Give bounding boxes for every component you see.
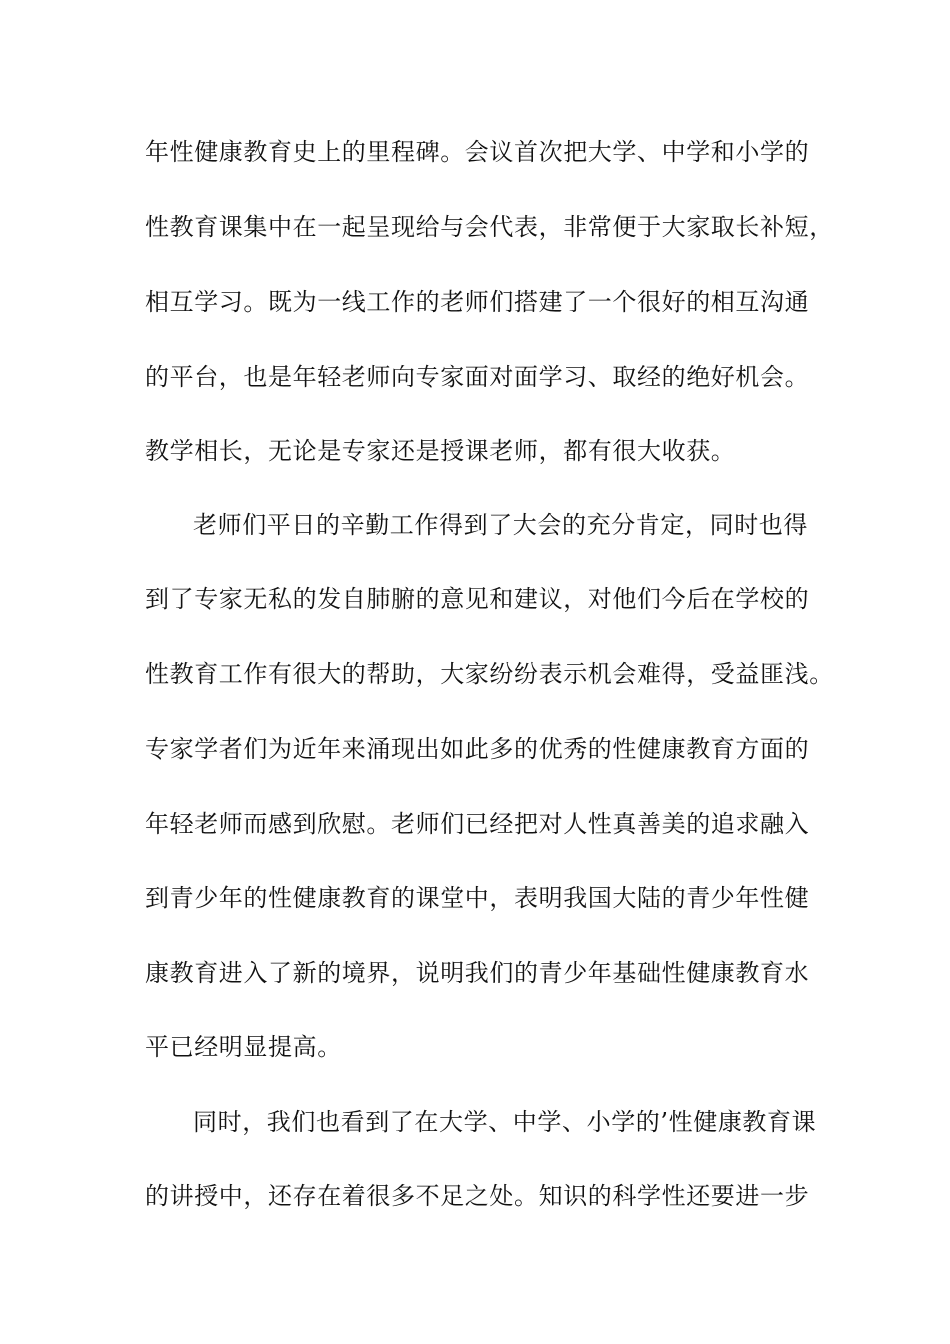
text-line: 专家学者们为近年来涌现出如此多的优秀的性健康教育方面的	[145, 735, 810, 763]
text-line: 老师们平日的辛勤工作得到了大会的充分肯定，同时也得	[193, 511, 808, 539]
text-line: 的讲授中，还存在着很多不足之处。知识的科学性还要进一步	[145, 1182, 810, 1210]
text-line: 年性健康教育史上的里程碑。会议首次把大学、中学和小学的	[145, 138, 810, 166]
text-line: 到青少年的性健康教育的课堂中，表明我国大陆的青少年性健	[145, 884, 810, 912]
text-line: 相互学习。既为一线工作的老师们搭建了一个很好的相互沟通	[145, 288, 810, 316]
text-line: 性教育工作有很大的帮助，大家纷纷表示机会难得，受益匪浅。	[145, 660, 834, 688]
text-line: 到了专家无私的发自肺腑的意见和建议，对他们今后在学校的	[145, 585, 810, 613]
text-line: 平已经明显提高。	[145, 1033, 342, 1061]
text-line: 的平台，也是年轻老师向专家面对面学习、取经的绝好机会。	[145, 363, 810, 391]
text-line: 康教育进入了新的境界，说明我们的青少年基础性健康教育水	[145, 959, 810, 987]
text-line: 年轻老师而感到欣慰。老师们已经把对人性真善美的追求融入	[145, 810, 810, 838]
text-line: 同时，我们也看到了在大学、中学、小学的’性健康教育课	[193, 1108, 817, 1136]
text-line: 教学相长，无论是专家还是授课老师，都有很大收获。	[145, 437, 736, 465]
text-line: 性教育课集中在一起呈现给与会代表，非常便于大家取长补短，	[145, 213, 834, 241]
